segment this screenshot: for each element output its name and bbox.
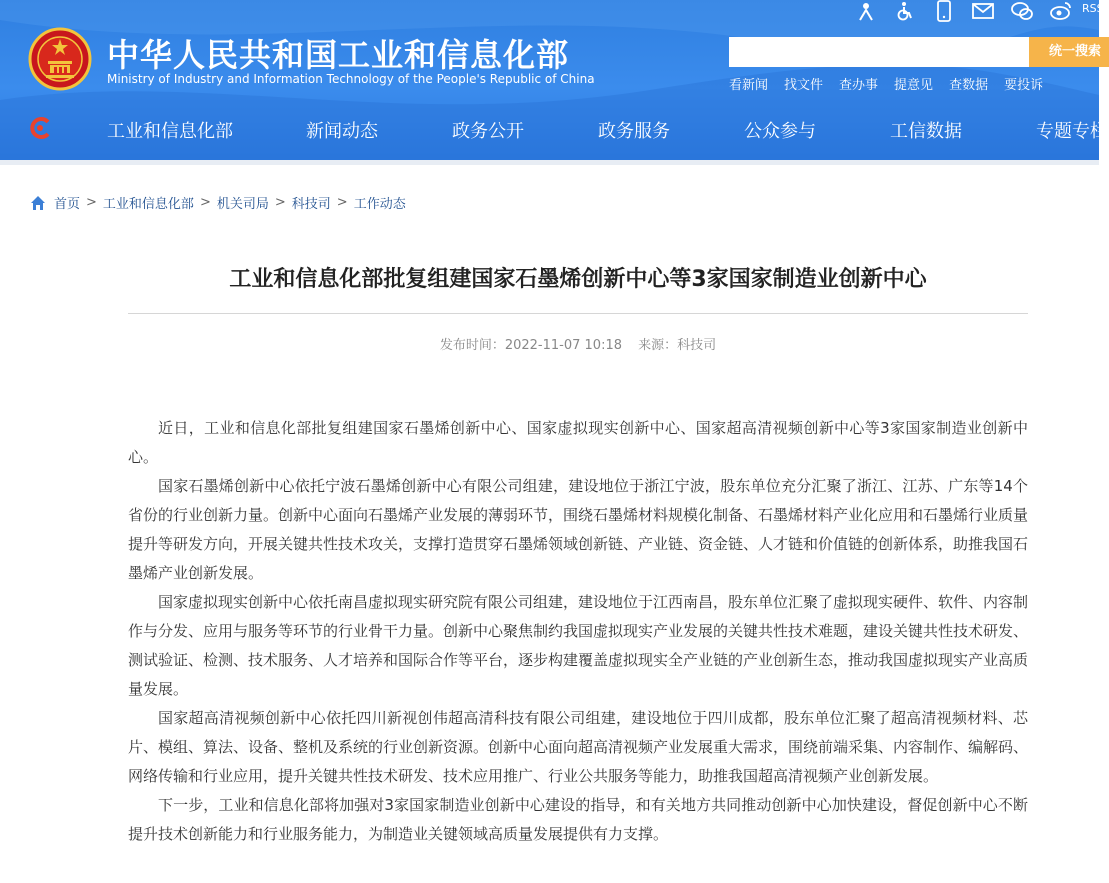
breadcrumb-work-updates[interactable]: 工作动态 bbox=[353, 197, 406, 212]
publish-info bbox=[440, 338, 622, 353]
rss-link[interactable]: RSS bbox=[1082, 2, 1104, 15]
nav-item-news[interactable]: 新闻动态 bbox=[306, 121, 378, 142]
breadcrumb-separator: > bbox=[336, 195, 348, 210]
top-utility-icons bbox=[855, 0, 1089, 22]
quick-link-complaint[interactable]: 要投诉 bbox=[1004, 78, 1044, 93]
nav-item-participation[interactable]: 公众参与 bbox=[744, 121, 816, 142]
weibo-icon[interactable] bbox=[1050, 1, 1072, 21]
breadcrumb-home[interactable]: 首页 bbox=[54, 197, 81, 212]
nav-item-gov-affairs[interactable]: 政务公开 bbox=[452, 121, 524, 142]
site-name-en: Ministry of Industry and Information Technology of the People's Republic of China bbox=[107, 72, 595, 86]
quick-links bbox=[729, 74, 1059, 93]
quick-link-feedback[interactable]: 提意见 bbox=[894, 78, 934, 93]
publish-time: 2022-11-07 10:18 bbox=[504, 338, 622, 353]
article-body bbox=[128, 414, 1028, 849]
source-value: 科技司 bbox=[677, 338, 717, 353]
search-button[interactable]: 统一搜索 bbox=[1029, 37, 1109, 67]
main-nav bbox=[0, 106, 1108, 152]
title-divider bbox=[128, 313, 1028, 314]
article-paragraph: 近日，工业和信息化部批复组建国家石墨烯创新中心、国家虚拟现实创新中心、国家超高清视频创新中心等3家国家制造业创新中心。 bbox=[128, 419, 1028, 466]
breadcrumb-separator: > bbox=[199, 195, 211, 210]
search-input[interactable] bbox=[729, 37, 1029, 67]
quick-link-services[interactable]: 查办事 bbox=[839, 78, 879, 93]
mobile-icon[interactable] bbox=[933, 1, 955, 21]
home-icon[interactable] bbox=[30, 195, 46, 211]
site-name-cn[interactable]: 中华人民共和国工业和信息化部 bbox=[107, 36, 570, 74]
publish-label: 发布时间： bbox=[439, 338, 505, 353]
nav-item-gov-services[interactable]: 政务服务 bbox=[598, 121, 670, 142]
wheelchair-icon[interactable] bbox=[894, 1, 916, 21]
article-title: 工业和信息化部批复组建国家石墨烯创新中心等3家国家制造业创新中心 bbox=[229, 267, 927, 292]
nav-item-topics[interactable]: 专题专栏 bbox=[1036, 121, 1108, 142]
quick-link-data[interactable]: 查数据 bbox=[949, 78, 989, 93]
header-divider-band bbox=[0, 160, 1099, 165]
breadcrumb-departments[interactable]: 机关司局 bbox=[216, 197, 269, 212]
breadcrumb-tech-dept[interactable]: 科技司 bbox=[291, 197, 331, 212]
breadcrumb bbox=[30, 193, 406, 212]
quick-link-files[interactable]: 找文件 bbox=[784, 78, 824, 93]
ministry-logo-icon[interactable] bbox=[28, 116, 52, 140]
accessibility-figure-icon[interactable] bbox=[855, 1, 877, 21]
source-label: 来源： bbox=[638, 338, 678, 353]
mail-icon[interactable] bbox=[972, 1, 994, 21]
site-header bbox=[0, 0, 1108, 160]
article-paragraph: 国家超高清视频创新中心依托四川新视创伟超高清科技有限公司组建，建设地位于四川成都，股东单位汇聚了超高清视频材料、芯片、模组、算法、设备、整机及系统的行业创新资源。创新中心面向超高清视频产业发展重大需求，围绕前端采集、内容制作、编解码、网络传输和行业应用，提升关键共性技术研发、技术应用推广、行业公共服务等能力，助推我国超高清视频产业创新发展。 bbox=[128, 709, 1029, 785]
nav-item-miit[interactable]: 工业和信息化部 bbox=[107, 121, 233, 142]
chat-icon[interactable] bbox=[1011, 1, 1033, 21]
nav-item-data[interactable]: 工信数据 bbox=[890, 121, 962, 142]
breadcrumb-separator: > bbox=[274, 195, 286, 210]
breadcrumb-separator: > bbox=[86, 195, 97, 210]
source-info bbox=[638, 338, 716, 353]
article-paragraph: 国家石墨烯创新中心依托宁波石墨烯创新中心有限公司组建，建设地位于浙江宁波，股东单位充分汇聚了浙江、江苏、广东等14个省份的行业创新力量。创新中心面向石墨烯产业发展的薄弱环节，围绕石墨烯材料规模化制备、石墨烯材料产业化应用和石墨烯行业质量提升等研发方向，开展关键共性技术攻关，支撑打造贯穿石墨烯领域创新链、产业链、资金链、人才链和价值链的创新体系，助推我国石墨烯产业创新发展。 bbox=[128, 477, 1029, 582]
quick-link-news[interactable]: 看新闻 bbox=[729, 78, 769, 93]
article-paragraph: 下一步，工业和信息化部将加强对3家国家制造业创新中心建设的指导，和有关地方共同推动创新中心加快建设，督促创新中心不断提升技术创新能力和行业服务能力，为制造业关键领域高质量发展提供有力支撑。 bbox=[128, 796, 1028, 843]
breadcrumb-miit[interactable]: 工业和信息化部 bbox=[102, 197, 194, 212]
article-meta bbox=[128, 334, 1028, 353]
national-emblem-icon[interactable] bbox=[28, 27, 92, 91]
article-paragraph: 国家虚拟现实创新中心依托南昌虚拟现实研究院有限公司组建，建设地位于江西南昌，股东单位汇聚了虚拟现实硬件、软件、内容制作与分发、应用与服务等环节的行业骨干力量。创新中心聚焦制约我国虚拟现实产业发展的关键共性技术难题，建设关键共性技术研发、测试验证、检测、技术服务、人才培养和国际合作等平台，逐步构建覆盖虚拟现实全产业链的产业创新生态，推动我国虚拟现实产业高质量发展。 bbox=[128, 593, 1029, 698]
